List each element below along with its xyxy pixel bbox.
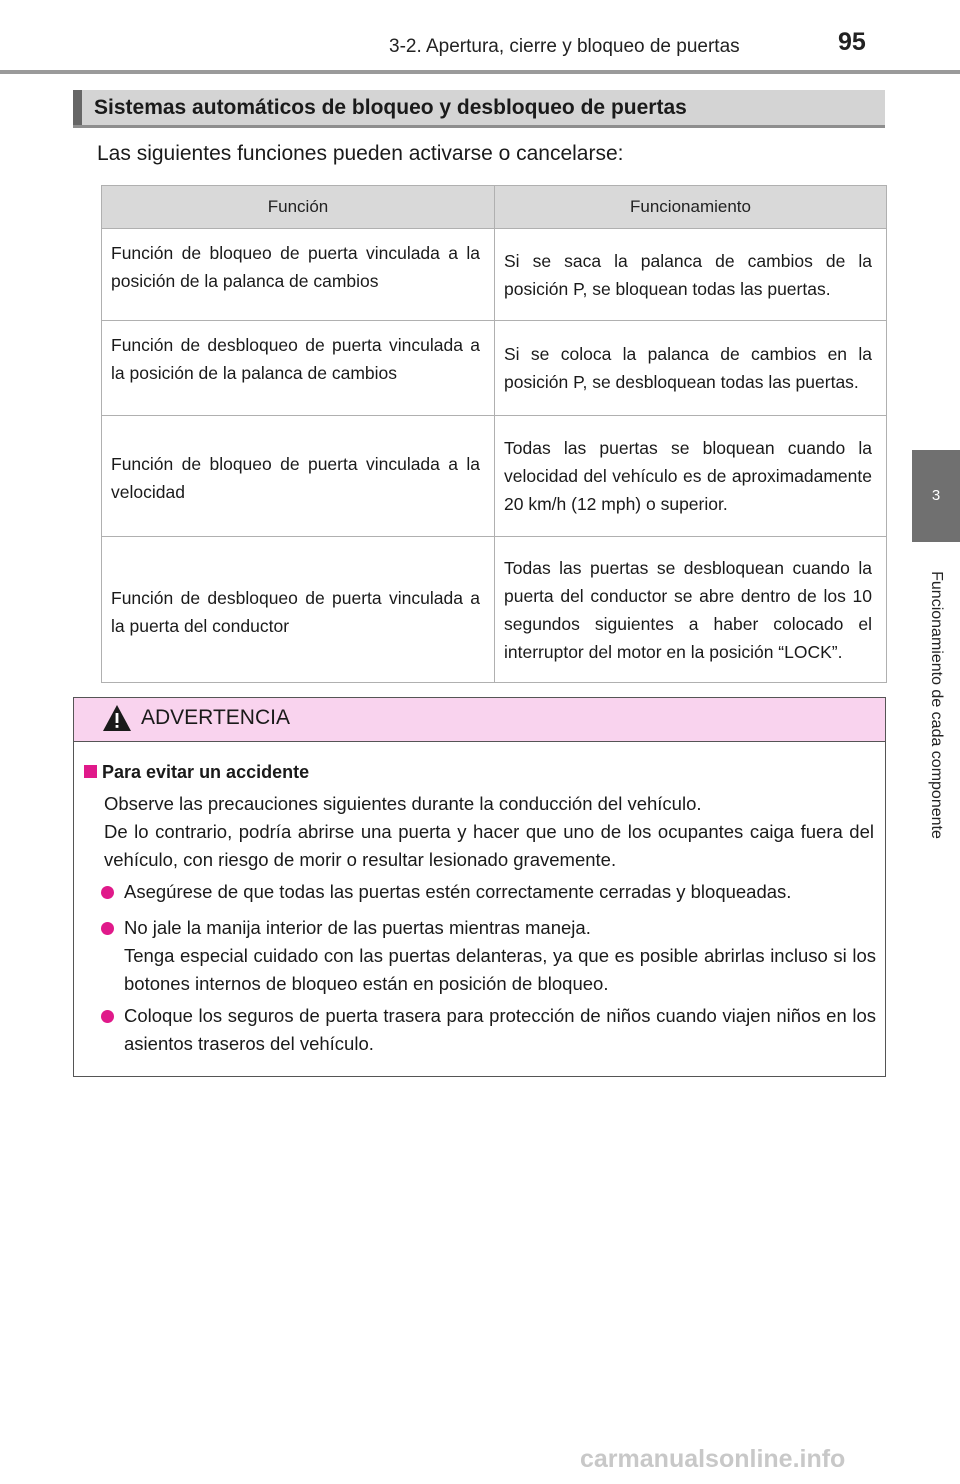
round-bullet-icon (101, 922, 114, 935)
operation-cell: Todas las puertas se bloquean cuando la velocidad del vehículo es de aproximadamente 20 km/h (12 mph) o superior. (495, 416, 887, 537)
column-header: Función (102, 186, 495, 229)
warning-bullet: No jale la manija interior de las puertas mientras maneja. (124, 917, 591, 938)
function-cell: Función de desbloqueo de puerta vinculada a la posición de la palanca de cambios (102, 321, 495, 416)
table-row (102, 416, 887, 537)
warning-box (73, 697, 886, 1077)
operation-cell: Todas las puertas se desbloquean cuando la puerta del conductor se abre dentro de los 10 segundos siguientes a haber colocado el interruptor del motor en la posición “LOCK”. (495, 537, 887, 683)
warning-header (74, 698, 885, 742)
operation-cell: Si se saca la palanca de cambios de la posición P, se bloquean todas las puertas. (495, 229, 887, 321)
header-section-title: 3-2. Apertura, cierre y bloqueo de puertas (389, 36, 740, 57)
section-heading-title: Sistemas automáticos de bloqueo y desbloqueo de puertas (94, 96, 687, 119)
function-cell: Función de bloqueo de puerta vinculada a la posición de la palanca de cambios (102, 229, 495, 321)
round-bullet-icon (101, 886, 114, 899)
warning-paragraph: Observe las precauciones siguientes durante la conducción del vehículo. (104, 793, 702, 814)
function-cell: Función de desbloqueo de puerta vinculada a la puerta del conductor (102, 537, 495, 683)
section-heading (73, 90, 885, 128)
warning-bullet-detail: Tenga especial cuidado con las puertas delanteras, ya que es posible abrirlas incluso si los botones internos de bloqueo están en posición de bloqueo. (124, 945, 876, 994)
table-row (102, 321, 887, 416)
watermark: carmanualsonline.info (580, 1445, 846, 1473)
warning-subtitle: Para evitar un accidente (102, 762, 310, 782)
warning-paragraph: De lo contrario, podría abrirse una puerta y hacer que uno de los ocupantes caiga fuera del vehículo, con riesgo de morir o resultar lesionado gravemente. (104, 821, 874, 870)
table-row (102, 537, 887, 683)
intro-text: Las siguientes funciones pueden activarse o cancelarse: (97, 142, 624, 165)
table-header-row (102, 186, 887, 229)
warning-bullet: Asegúrese de que todas las puertas estén correctamente cerradas y bloqueadas. (124, 881, 792, 902)
header-rule (0, 70, 960, 74)
chapter-title: Funcionamiento de cada componente (928, 571, 945, 839)
square-bullet-icon (84, 765, 97, 778)
warning-bullet: Coloque los seguros de puerta trasera para protección de niños cuando viajen niños en los asientos traseros del vehículo. (124, 1005, 876, 1054)
column-header: Funcionamiento (495, 186, 887, 229)
warning-triangle-icon (102, 703, 132, 733)
chapter-tab: 3 (912, 450, 960, 542)
warning-title: ADVERTENCIA (141, 706, 290, 729)
heading-bar (73, 90, 82, 125)
page-number: 95 (838, 28, 866, 56)
table-row (102, 229, 887, 321)
functions-table (101, 185, 887, 683)
operation-cell: Si se coloca la palanca de cambios en la posición P, se desbloquean todas las puertas. (495, 321, 887, 416)
function-cell: Función de bloqueo de puerta vinculada a la velocidad (102, 416, 495, 537)
round-bullet-icon (101, 1010, 114, 1023)
